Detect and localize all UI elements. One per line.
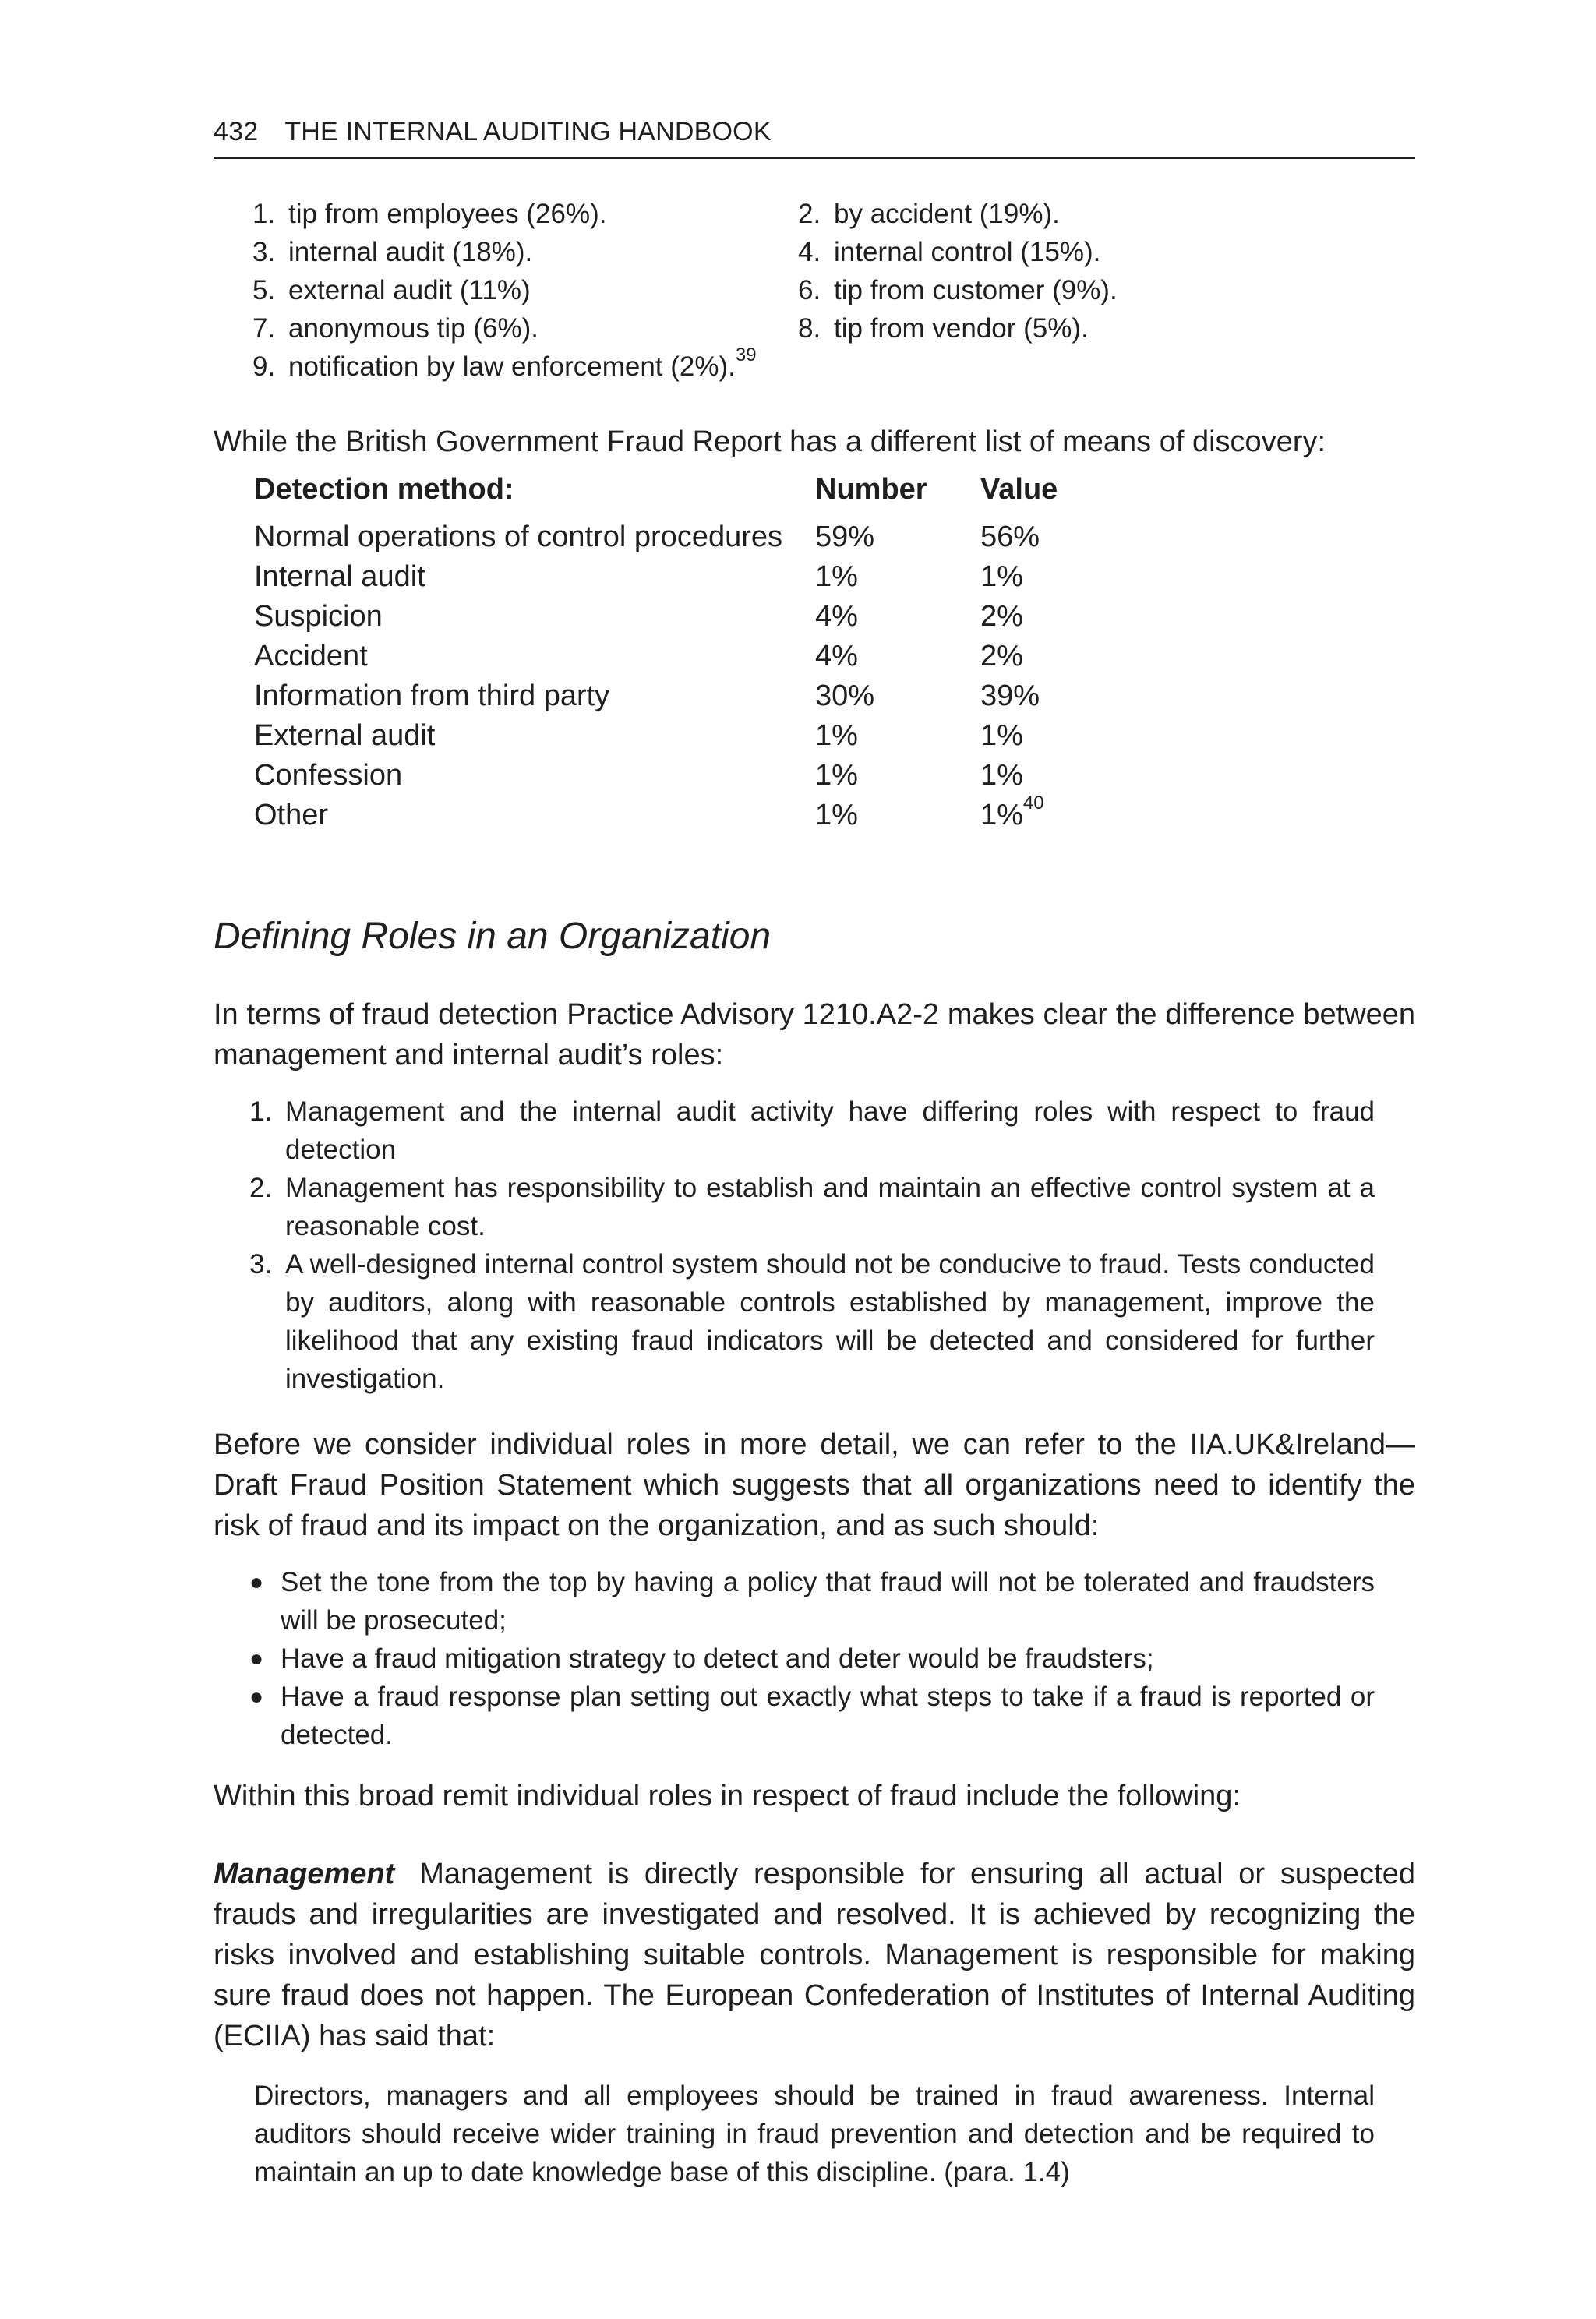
- list-item: 1. Management and the internal audit activity have differing roles with respect to fraud detection: [249, 1096, 1375, 1165]
- table-row: Normal operations of control procedures 59% 56%: [254, 521, 1040, 553]
- list-item: 7. anonymous tip (6%).: [252, 313, 538, 344]
- table-row: Accident 4% 2%: [254, 640, 1023, 672]
- paragraph: In terms of fraud detection Practice Advisory 1210.A2-2 makes clear the difference between management and internal audit’s roles:: [214, 998, 1415, 1071]
- list-item: 9. notification by law enforcement (2%).$^{39}$: [252, 344, 757, 382]
- bullet-list: [249, 1563, 1375, 1754]
- list-item: 3. internal audit (18%).: [252, 237, 533, 267]
- list-item: 2. by accident (19%).: [798, 199, 1060, 229]
- list-item: 4. internal control (15%).: [798, 237, 1101, 267]
- list-item: 2. Management has responsibility to establish and maintain an effective control system at a reasonable cost.: [249, 1173, 1375, 1241]
- list-item: ● Have a fraud mitigation strategy to detect and deter would be fraudsters;: [249, 1640, 1375, 1678]
- paragraph: Within this broad remit individual roles in respect of fraud include the following:: [214, 1780, 1241, 1812]
- section-heading: Defining Roles in an Organization: [214, 916, 772, 957]
- run-in-heading: Management: [214, 1858, 395, 1890]
- bullet-icon: ●: [249, 1684, 264, 1710]
- list-item: 3. A well-designed internal control system should not be conducive to fraud. Tests conducted by auditors, along with reasonable controls established by management, improve the likelihood that any existing fraud indicators will be detected and considered for further investigation.: [249, 1249, 1375, 1394]
- bullet-icon: ●: [249, 1646, 264, 1671]
- book-title: THE INTERNAL AUDITING HANDBOOK: [284, 117, 772, 146]
- footnote-ref: 40: [1022, 792, 1044, 814]
- table-row: Suspicion 4% 2%: [254, 600, 1023, 633]
- management-paragraph: Management Management is directly responsible for ensuring all actual or suspected frauds and irregularities are investigated and resolved. It is achieved by recognizing the risks involved and establishing suitable controls. Management is responsible for making sure fraud does not happen. The European Confederation of Institutes of Internal Auditing (ECIIA) has said that:: [214, 1858, 1415, 2053]
- list-item: 1. tip from employees (26%).: [252, 199, 607, 229]
- header-method: Detection method:: [254, 473, 514, 506]
- table-intro: While the British Government Fraud Report has a different list of means of discovery:: [214, 425, 1326, 458]
- table-row: Other 1% 1%$^{40}$: [254, 792, 1044, 831]
- discovery-list: [252, 195, 1415, 386]
- block-quote: Directors, managers and all employees should be trained in fraud awareness. Internal auditors should receive wider training in fraud prevention and detection and be required to maintain an up to date knowledge base of this discipline. (para. 1.4): [254, 2081, 1375, 2187]
- list-item: 8. tip from vendor (5%).: [798, 313, 1089, 344]
- header-number: Number: [815, 473, 927, 506]
- table-header-row: [254, 473, 1058, 517]
- page: [214, 117, 1415, 2191]
- list-item: 6. tip from customer (9%).: [798, 275, 1118, 305]
- list-item: ● Have a fraud response plan setting out exactly what steps to take if a fraud is reported or detected.: [249, 1678, 1375, 1754]
- list-item: ● Set the tone from the top by having a policy that fraud will not be tolerated and fraudsters will be prosecuted;: [249, 1563, 1375, 1640]
- table-row: Confession 1% 1%: [254, 759, 1023, 792]
- footnote-ref: 39: [735, 344, 757, 366]
- roles-list: [249, 1092, 1375, 1398]
- table-row: Internal audit 1% 1%: [254, 560, 1023, 593]
- bullet-icon: ●: [249, 1569, 264, 1595]
- header-value: Value: [980, 473, 1058, 506]
- running-head: [214, 117, 1415, 159]
- page-number: 432: [214, 117, 259, 146]
- table-row: Information from third party 30% 39%: [254, 679, 1040, 712]
- paragraph: Before we consider individual roles in more detail, we can refer to the IIA.UK&Ireland—Draft Fraud Position Statement which suggests that all organizations need to identify the risk of fraud and its impact on the organization, and as such should:: [214, 1428, 1415, 1542]
- detection-table: [254, 473, 1058, 835]
- list-item: 5. external audit (11%): [252, 275, 531, 305]
- table-row: External audit 1% 1%: [254, 719, 1023, 752]
